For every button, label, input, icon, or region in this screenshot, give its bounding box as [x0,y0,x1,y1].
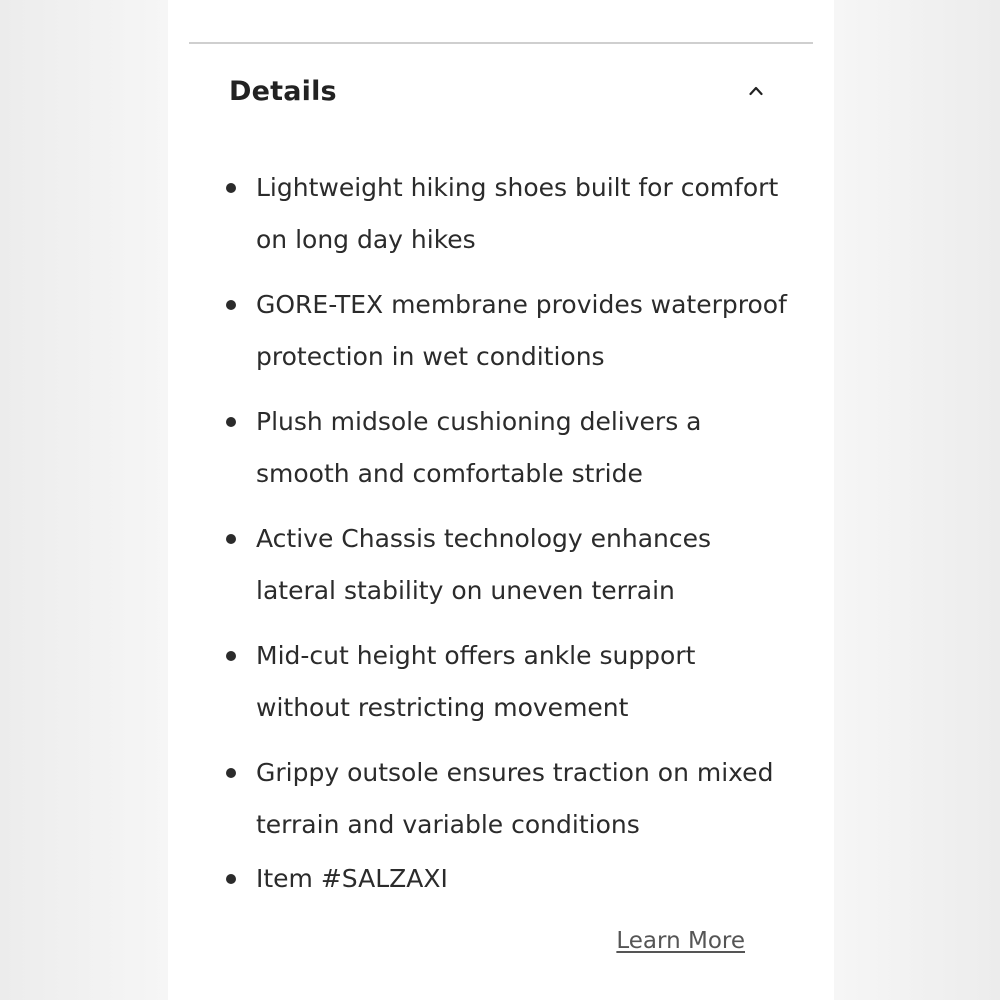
list-item-text: GORE-TEX membrane provides waterproof protection in wet conditions [256,290,787,371]
learn-more-link[interactable]: Learn More [616,928,745,954]
list-item-text: Grippy outsole ensures traction on mixed terrain and variable conditions [256,758,774,839]
list-item-text: Mid-cut height offers ankle support without restricting movement [256,641,696,722]
list-item-text: Active Chassis technology enhances lateral stability on uneven terrain [256,524,712,605]
bullet-icon [226,874,236,884]
bullet-icon [226,768,236,778]
bullet-icon [226,651,236,661]
background-left [0,0,168,1000]
list-item [256,513,796,617]
bullet-icon [226,417,236,427]
background-right [834,0,1000,1000]
details-list [256,162,796,907]
item-number: Item #SALZAXI [256,864,448,893]
list-item-text: Lightweight hiking shoes built for comfort on long day hikes [256,173,779,254]
details-title: Details [229,76,337,107]
bullet-icon [226,183,236,193]
bullet-icon [226,534,236,544]
bullet-icon [226,300,236,310]
details-panel [168,0,834,1000]
list-item [256,396,796,500]
list-item-sku [256,864,796,894]
list-item-text: Plush midsole cushioning delivers a smooth and comfortable stride [256,407,702,488]
details-accordion-header[interactable] [189,44,813,144]
list-item [256,162,796,266]
list-item [256,747,796,851]
list-item [256,279,796,383]
chevron-up-icon[interactable] [749,84,763,98]
list-item [256,630,796,734]
